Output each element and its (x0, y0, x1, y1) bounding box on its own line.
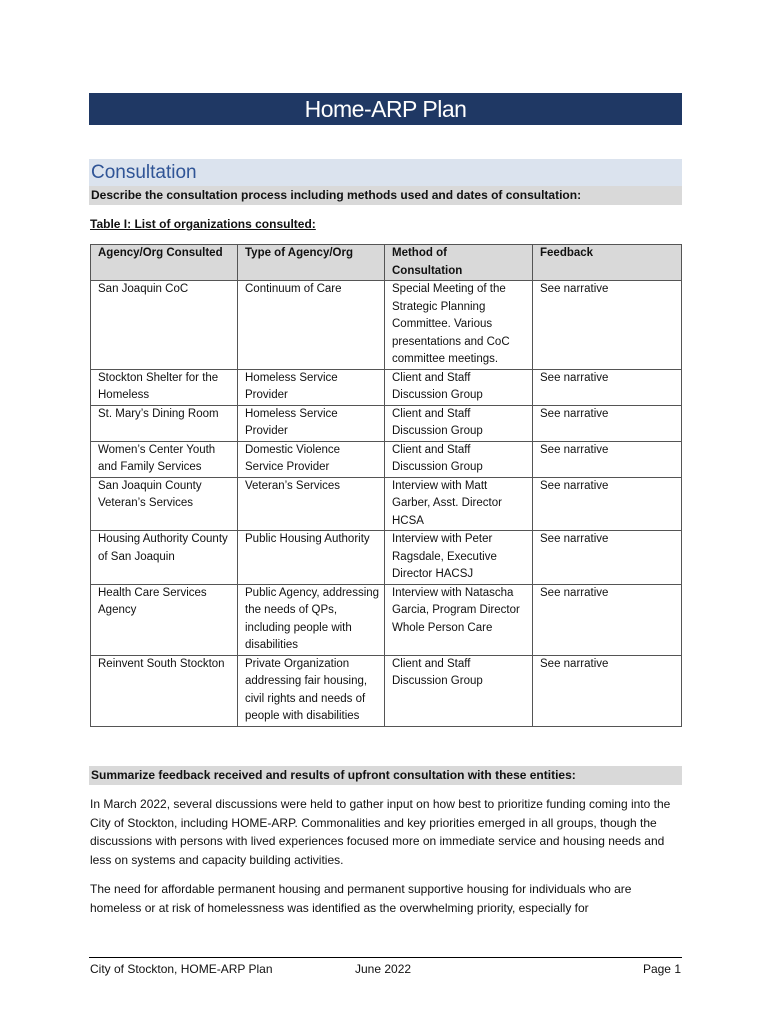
footer-document-name: City of Stockton, HOME-ARP Plan (90, 962, 273, 976)
table-cell: Veteran’s Services (238, 477, 385, 531)
table-row (91, 281, 682, 370)
table-header-cell: Feedback (533, 245, 682, 281)
table-cell: Housing Authority County of San Joaquin (91, 531, 238, 585)
table-row (91, 584, 682, 655)
table-cell: See narrative (533, 531, 682, 585)
table-row (91, 655, 682, 726)
table-header-cell: Type of Agency/Org (238, 245, 385, 281)
table-cell: Continuum of Care (238, 281, 385, 370)
table-cell: Interview with Peter Ragsdale, Executive Director HACSJ (385, 531, 533, 585)
table-cell: Reinvent South Stockton (91, 655, 238, 726)
table-cell: Private Organization addressing fair housing, civil rights and needs of people with disabilities (238, 655, 385, 726)
table-cell: See narrative (533, 281, 682, 370)
section-heading: Consultation (89, 159, 682, 186)
table-cell: See narrative (533, 655, 682, 726)
describe-prompt: Describe the consultation process including methods used and dates of consultation: (89, 186, 682, 205)
table-row (91, 441, 682, 477)
table-cell: Special Meeting of the Strategic Planning Committee. Various presentations and CoC committee meetings. (385, 281, 533, 370)
table-cell: Public Agency, addressing the needs of QPs, including people with disabilities (238, 584, 385, 655)
table-cell: See narrative (533, 441, 682, 477)
table-cell: See narrative (533, 477, 682, 531)
table-cell: San Joaquin County Veteran’s Services (91, 477, 238, 531)
table-cell: Homeless Service Provider (238, 405, 385, 441)
table-cell: Client and Staff Discussion Group (385, 441, 533, 477)
document-title: Home-ARP Plan (89, 93, 682, 125)
table-header-cell: Method of Consultation (385, 245, 533, 281)
organizations-table (90, 244, 682, 727)
table-cell: Public Housing Authority (238, 531, 385, 585)
body-paragraph: In March 2022, several discussions were held to gather input on how best to prioritize funding coming into the City of Stockton, including HOME-ARP. Commonalities and key priorities emerged in all groups, though the discussions with persons with lived experiences focused more on immediate service and housing needs and less on systems and capacity building activities. (90, 797, 671, 868)
table-cell: Client and Staff Discussion Group (385, 655, 533, 726)
footer-divider (89, 957, 682, 958)
body-paragraph: The need for affordable permanent housing and permanent supportive housing for individuals who are homeless or at risk of homelessness was identified as the overwhelming priority, especially for (90, 882, 632, 915)
table-header-cell: Agency/Org Consulted (91, 245, 238, 281)
summarize-prompt: Summarize feedback received and results of upfront consultation with these entities: (89, 766, 682, 785)
table-cell: See narrative (533, 584, 682, 655)
table-row (91, 477, 682, 531)
table-header-row (91, 245, 682, 281)
table-cell: Client and Staff Discussion Group (385, 369, 533, 405)
table-row (91, 531, 682, 585)
table-cell: San Joaquin CoC (91, 281, 238, 370)
table-row (91, 369, 682, 405)
table-cell: Stockton Shelter for the Homeless (91, 369, 238, 405)
table-cell: See narrative (533, 405, 682, 441)
table-cell: Interview with Natascha Garcia, Program Director Whole Person Care (385, 584, 533, 655)
footer-page-number: Page 1 (642, 962, 681, 976)
table-cell: Interview with Matt Garber, Asst. Director HCSA (385, 477, 533, 531)
table-cell: See narrative (533, 369, 682, 405)
table-caption: Table I: List of organizations consulted: (90, 217, 316, 231)
table-cell: St. Mary’s Dining Room (91, 405, 238, 441)
table-row (91, 405, 682, 441)
table-cell: Client and Staff Discussion Group (385, 405, 533, 441)
footer-date: June 2022 (355, 962, 412, 976)
table-cell: Health Care Services Agency (91, 584, 238, 655)
table-cell: Domestic Violence Service Provider (238, 441, 385, 477)
table-cell: Women’s Center Youth and Family Services (91, 441, 238, 477)
table-cell: Homeless Service Provider (238, 369, 385, 405)
